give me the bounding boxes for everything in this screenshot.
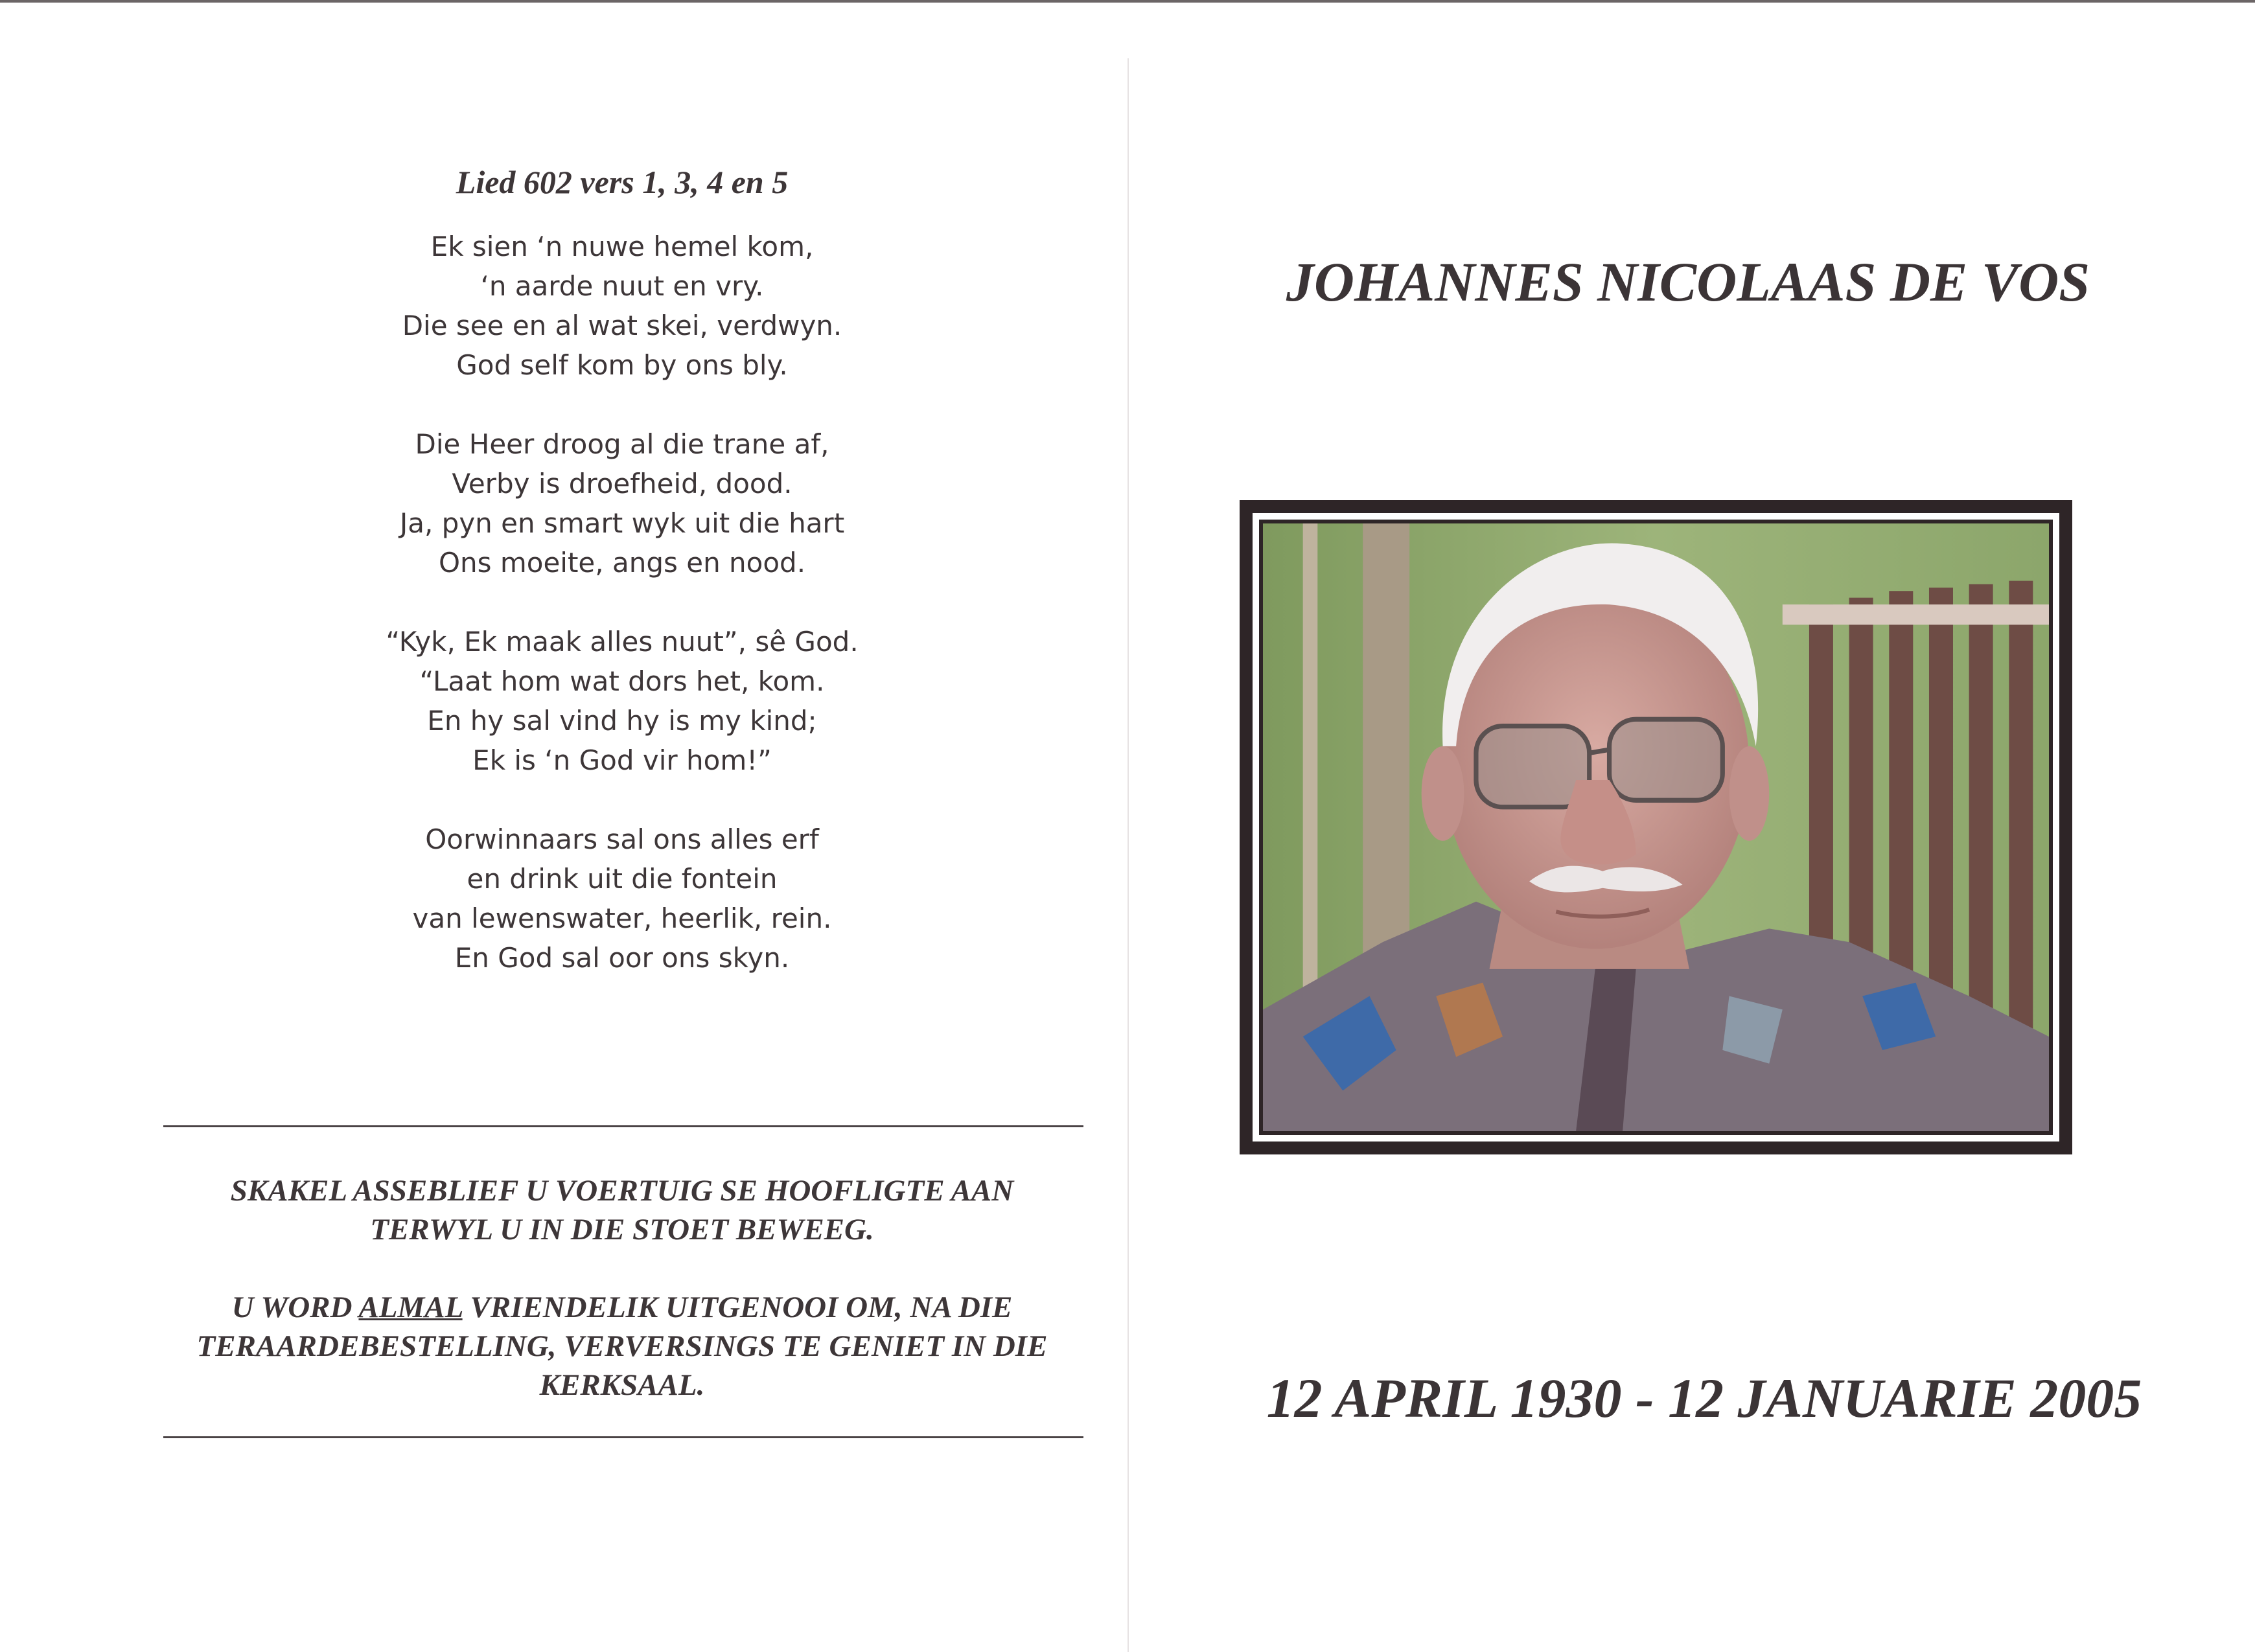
- hymn-line: Ons moeite, angs en nood.: [438, 547, 806, 579]
- divider-bottom: [163, 1436, 1083, 1438]
- invite-suffix: VRIENDELIK UITGENOOI OM, NA DIE: [462, 1291, 1013, 1324]
- hymn-line: Oorwinnaars sal ons alles erf: [425, 823, 819, 855]
- hymn-line: “Kyk, Ek maak alles nuut”, sê God.: [386, 626, 859, 658]
- invite-prefix: U WORD: [231, 1291, 359, 1324]
- invite-emphasis: ALMAL: [358, 1291, 463, 1324]
- hymn-line: En God sal oor ons skyn.: [454, 942, 790, 974]
- hymn-text: [0, 227, 1244, 1017]
- deceased-name: JOHANNES NICOLAAS DE VOS: [1286, 251, 2090, 313]
- notice-line: TERAARDEBESTELLING, VERVERSINGS TE GENIET IN DIE: [196, 1329, 1048, 1363]
- hymn-line: en drink uit die fontein: [467, 863, 778, 895]
- hymn-line: ‘n aarde nuut en vry.: [480, 270, 764, 302]
- hymn-line: God self kom by ons bly.: [456, 349, 788, 381]
- notice-line: SKAKEL ASSEBLIEF U VOERTUIG SE HOOFLIGTE AAN: [230, 1174, 1014, 1208]
- divider-top: [163, 1125, 1083, 1127]
- hymn-line: van lewenswater, heerlik, rein.: [412, 902, 832, 934]
- hymn-line: Ja, pyn en smart wyk uit die hart: [399, 507, 845, 539]
- hymn-verse-1: [0, 227, 1244, 385]
- hymn-line: Die Heer droog al die trane af,: [415, 428, 829, 460]
- refreshments-invitation: [156, 1288, 1089, 1405]
- portrait-illustration: [1263, 523, 2049, 1131]
- hymn-line: Die see en al wat skei, verdwyn.: [402, 310, 842, 341]
- hymn-line: Ek is ‘n God vir hom!”: [472, 744, 772, 776]
- portrait-frame: [1240, 500, 2072, 1154]
- hymn-verse-2: [0, 424, 1244, 582]
- notice-line: [156, 1288, 1089, 1327]
- hymn-verse-3: [0, 622, 1244, 780]
- portrait-photo: [1263, 523, 2049, 1131]
- scan-top-edge: [0, 0, 2255, 3]
- notice-line: TERWYL U IN DIE STOET BEWEEG.: [370, 1213, 874, 1246]
- hymn-line: Verby is droefheid, dood.: [452, 468, 792, 499]
- hymn-line: En hy sal vind hy is my kind;: [427, 705, 817, 737]
- hymn-line: Ek sien ‘n nuwe hemel kom,: [430, 231, 814, 262]
- hymn-verse-4: [0, 820, 1244, 978]
- hymn-line: “Laat hom wat dors het, kom.: [419, 665, 825, 697]
- hymn-title: Lied 602 vers 1, 3, 4 en 5: [456, 164, 789, 200]
- headlights-notice: [156, 1171, 1089, 1249]
- notice-line: KERKSAAL.: [539, 1368, 705, 1402]
- life-dates: 12 APRIL 1930 - 12 JANUARIE 2005: [1266, 1367, 2142, 1429]
